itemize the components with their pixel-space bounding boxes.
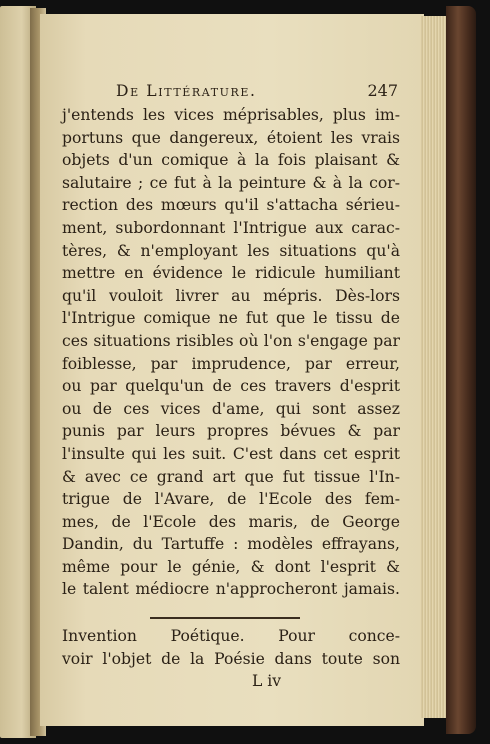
- text-line: rection des mœurs qu'il s'attacha sérieu-: [62, 196, 400, 215]
- running-title: De Littérature.: [116, 82, 257, 100]
- text-line: & avec ce grand art que fut tissue l'In-: [62, 467, 400, 486]
- text-line: le talent médiocre n'approcheront jamais.: [62, 580, 400, 599]
- text-line: salutaire ; ce fut à la peinture & à la cor-: [62, 173, 400, 192]
- text-line: ces situations risibles où l'on s'engage par: [62, 331, 400, 350]
- body-paragraph: [62, 104, 400, 601]
- signature-mark: [62, 670, 400, 692]
- text-line: objets d'un comique à la fois plaisant &: [62, 151, 400, 170]
- signature-mark-text: L iv: [252, 672, 282, 691]
- text-line: ment, subordonnant l'Intrigue aux carac-: [62, 218, 400, 237]
- text-line: punis par leurs propres bévues & par: [62, 422, 400, 441]
- text-line: portuns que dangereux, étoient les vrais: [62, 128, 400, 147]
- text-line: foiblesse, par imprudence, par erreur,: [62, 354, 400, 373]
- page-number: 247: [367, 81, 398, 100]
- page-text: [62, 80, 400, 692]
- text-line: même pour le génie, & dont l'esprit &: [62, 557, 400, 576]
- text-line: j'entends les vices méprisables, plus im-: [62, 106, 400, 124]
- text-line: l'insulte qui les suit. C'est dans cet esprit: [62, 444, 400, 463]
- text-line: l'Intrigue comique ne fut que le tissu de: [62, 309, 400, 328]
- text-line: mettre en évidence le ridicule humiliant: [62, 264, 400, 283]
- text-line: ou de ces vices d'ame, qui sont assez: [62, 399, 400, 418]
- book-cover-edge: [446, 6, 476, 734]
- section-paragraph: [62, 625, 400, 670]
- text-line: mes, de l'Ecole des maris, de George: [62, 512, 400, 531]
- text-line: trigue de l'Avare, de l'Ecole des fem-: [62, 490, 400, 509]
- page-header: [62, 80, 400, 104]
- text-line: tères, & n'employant les situations qu'à: [62, 241, 400, 260]
- text-line: Dandin, du Tartuffe : modèles effrayans,: [62, 535, 400, 554]
- text-line: voir l'objet de la Poésie dans toute son: [62, 649, 400, 668]
- text-line: qu'il vouloit livrer au mépris. Dès-lors: [62, 286, 400, 305]
- text-line: Invention Poétique. Pour conce-: [62, 627, 400, 646]
- text-line: ou par quelqu'un de ces travers d'esprit: [62, 377, 400, 396]
- section-divider: [150, 617, 300, 619]
